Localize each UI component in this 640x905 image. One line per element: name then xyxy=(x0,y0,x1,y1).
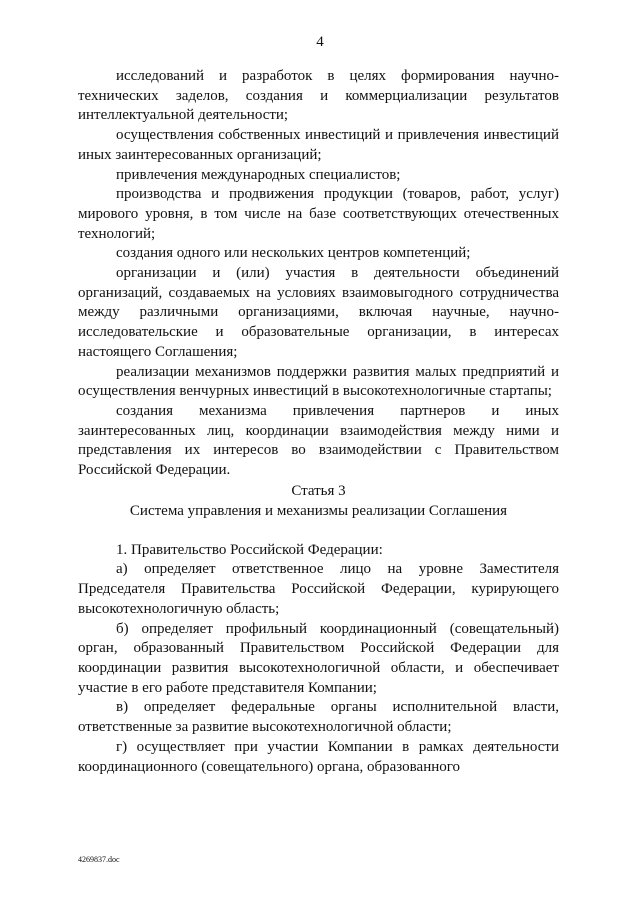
paragraph: 1. Правительство Российской Федерации: xyxy=(116,541,383,558)
article-number: Статья 3 xyxy=(291,482,346,499)
document-body xyxy=(78,67,559,777)
paragraph: исследований и разработок в целях формирования научно-технических заделов, создания и коммерциализации результатов интеллектуальной деятельности; xyxy=(78,68,559,124)
paragraph: привлечения международных специалистов; xyxy=(116,166,401,183)
paragraph: а) определяет ответственное лицо на уровне Заместителя Председателя Правительства Российской Федерации, курирующего высокотехнологичную область; xyxy=(78,561,559,617)
footer-filename: 4269837.doc xyxy=(78,855,120,864)
paragraph: производства и продвижения продукции (товаров, работ, услуг) мирового уровня, в том числе на базе соответствующих отечественных технологий; xyxy=(78,186,559,242)
paragraph: создания одного или нескольких центров компетенций; xyxy=(116,245,471,262)
paragraph: г) осуществляет при участии Компании в рамках деятельности координационного (совещательного) органа, образованного xyxy=(78,738,559,775)
page-number: 4 xyxy=(316,34,324,50)
article-title: Система управления и механизмы реализации Соглашения xyxy=(129,502,508,519)
paragraph: в) определяет федеральные органы исполнительной власти, ответственные за развитие высокотехнологичной области; xyxy=(78,699,559,736)
paragraph: организации и (или) участия в деятельности объединений организаций, создаваемых на условиях взаимовыгодного сотрудничества между различными организациями, включая научные, научно-исследовательские и образовательные организации, в интересах настоящего Соглашения; xyxy=(78,265,559,360)
paragraph: реализации механизмов поддержки развития малых предприятий и осуществления венчурных инвестиций в высокотехнологичные стартапы; xyxy=(78,363,559,400)
paragraph: осуществления собственных инвестиций и привлечения инвестиций иных заинтересованных организаций; xyxy=(78,127,559,163)
paragraph: б) определяет профильный координационный (совещательный) орган, образованный Правительством Российской Федерации для координации развития высокотехнологичной области, и обеспечивает участие в его работе представителя Компании; xyxy=(78,620,559,696)
paragraph: создания механизма привлечения партнеров и иных заинтересованных лиц, координации взаимодействия между ними и представления их интересов во взаимодействии с Правительством Российской Федерации. xyxy=(78,402,559,479)
